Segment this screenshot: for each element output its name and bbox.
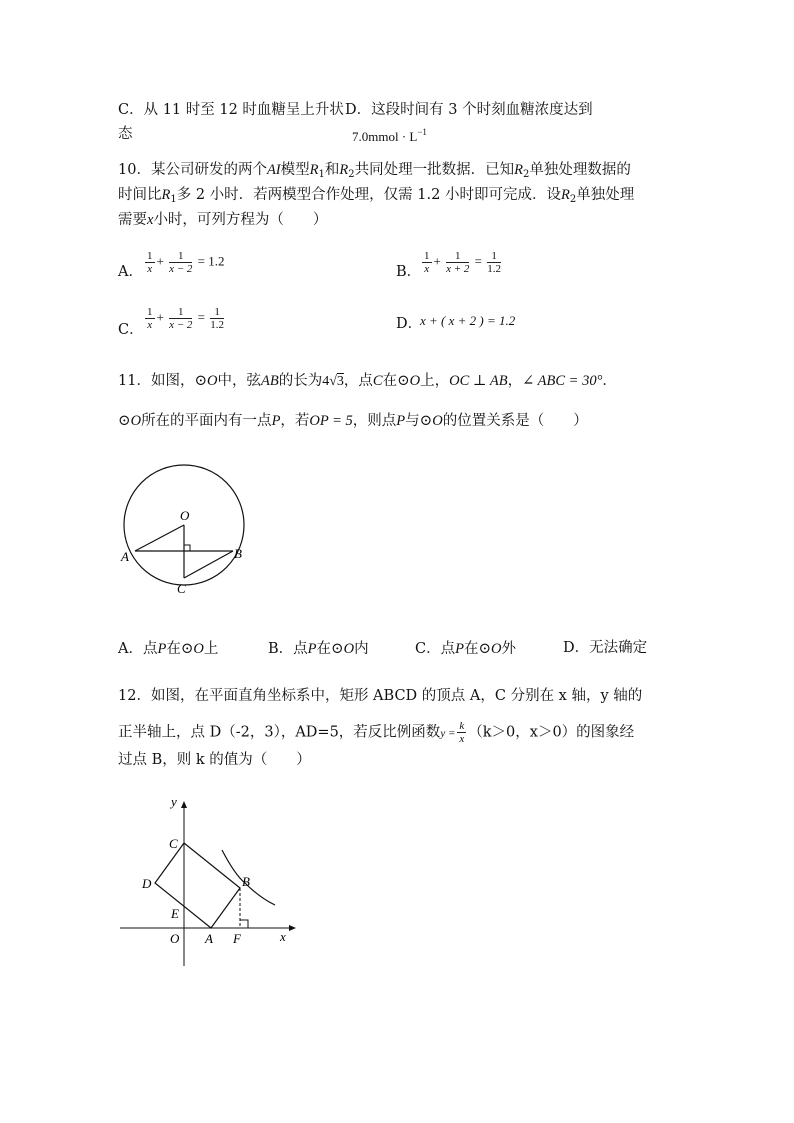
label-e: E: [171, 906, 179, 921]
q10-option-c-expr: $\frac{1}{x}$ + $\frac{1}{x - 2}$ = $\frac{1}{1.2}$: [147, 306, 224, 331]
segment-cb: [184, 551, 233, 578]
q11-option-b: B．点P在⊙O内: [268, 639, 369, 657]
q11-circle-figure: [115, 440, 255, 600]
q10-option-b-expr: $\frac{1}{x}$ + $\frac{1}{x + 2}$ = $\frac{1}{1.2}$: [424, 250, 501, 275]
y-axis-arrow: [181, 801, 187, 808]
q12-line1: 12．如图，在平面直角坐标系中，矩形 ABCD 的顶点 A，C 分别在 x 轴，y 轴的: [118, 688, 643, 704]
q11-line2: ⊙O所在的平面内有一点P，若OP = 5，则点P与⊙O的位置关系是（ ）: [118, 411, 588, 429]
q10-line1: 10．某公司研发的两个AI模型$R_1$和$R_2$共同处理一批数据．已知$R_2$单独处理数据的: [118, 162, 631, 180]
x-axis-arrow: [289, 925, 296, 931]
q11-line1: 11．如图，⊙O中，弦AB的长为4√3，点C在⊙O上，OC ⊥ AB，∠ ABC = 30°．: [118, 371, 617, 389]
label-y: y: [171, 794, 177, 809]
label-d: D: [142, 876, 152, 891]
q12-line3: 过点 B，则 k 的值为（ ）: [118, 752, 311, 768]
label-c: C: [169, 836, 178, 851]
q9-option-d-line2: 7.0mmol · $L^{-1}$: [352, 127, 427, 144]
label-o: O: [170, 931, 180, 946]
label-b: B: [234, 546, 242, 561]
label-x: x: [280, 929, 286, 944]
q11-option-a: A．点P在⊙O上: [118, 639, 219, 657]
q10-option-a-expr: $\frac{1}{x}$ + $\frac{1}{x - 2}$ = 1.2: [147, 250, 225, 275]
label-o: O: [180, 508, 190, 523]
q10-line3: 需要x小时，可列方程为（ ）: [118, 212, 328, 228]
q12-coordinate-figure: [110, 790, 310, 975]
q10-option-d-expr: x + ( x + 2 ) = 1.2: [420, 313, 516, 328]
q9-option-c-line2: 态: [118, 126, 133, 142]
q10-option-d-label: D．: [396, 316, 423, 332]
q10-option-b-label: B．: [396, 264, 422, 280]
q9-option-c-line1: C．从 11 时至 12 时血糖呈上升状: [118, 102, 344, 118]
q9-option-d-line1: D．这段时间有 3 个时刻血糖浓度达到: [345, 102, 593, 118]
q10-line2: 时间比$R_1$多 2 小时．若两模型合作处理，仅需 1.2 小时即可完成．设$R_2$单独处理: [118, 187, 635, 205]
label-f: F: [233, 931, 241, 946]
segment-ao: [135, 525, 184, 551]
rectangle-abcd: [155, 843, 240, 928]
q10-option-a-label: A．: [118, 264, 143, 280]
q12-line2: 正半轴上，点 D（-2，3），AD=5，若反比例函数y = $\frac{k}{x}$ （k＞0，x＞0）的图象经: [118, 720, 635, 745]
q11-option-d: D．无法确定: [563, 640, 648, 656]
right-angle-mark: [184, 545, 190, 551]
label-c: C: [177, 581, 186, 596]
label-a: A: [205, 931, 213, 946]
q11-option-c: C．点P在⊙O外: [415, 639, 517, 657]
right-angle-mark-f: [240, 920, 248, 928]
q10-option-c-label: C．: [118, 322, 144, 338]
label-b: B: [242, 874, 250, 889]
label-a: A: [121, 549, 129, 564]
